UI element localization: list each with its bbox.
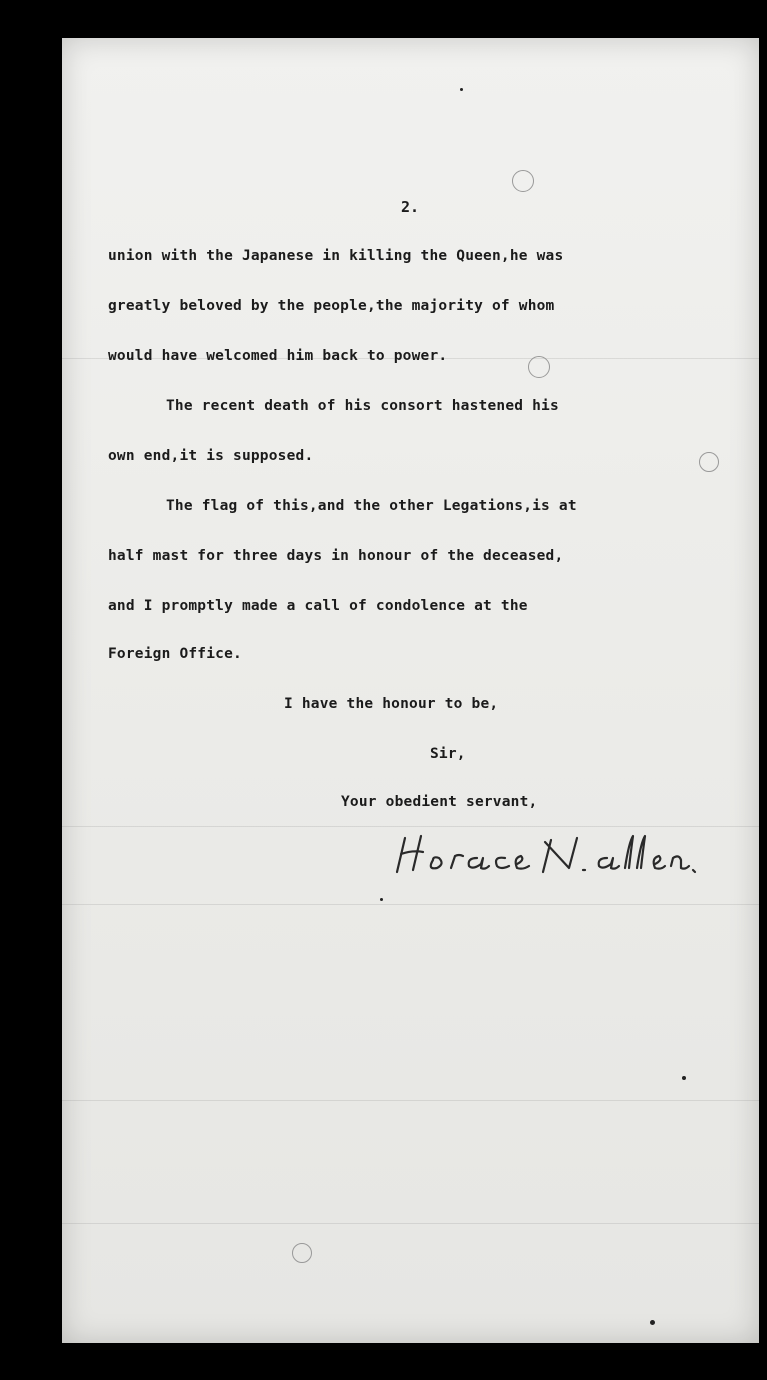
paper-rule (62, 826, 759, 827)
paper-speck (380, 898, 383, 901)
closing-line: Your obedient servant, (341, 794, 538, 810)
paper-rule (62, 1223, 759, 1224)
body-line: half mast for three days in honour of the deceased, (108, 548, 564, 564)
paper-rule (62, 904, 759, 905)
body-line: greatly beloved by the people,the majority of whom (108, 298, 555, 314)
body-line: Foreign Office. (108, 646, 242, 662)
paper-blemish (292, 1243, 312, 1263)
closing-line: I have the honour to be, (284, 696, 499, 712)
paper-speck (682, 1076, 686, 1080)
paper-rule (62, 1100, 759, 1101)
body-line: would have welcomed him back to power. (108, 348, 448, 364)
body-line: union with the Japanese in killing the Queen,he was (108, 248, 564, 264)
paper-blemish (699, 452, 719, 472)
body-line: The recent death of his consort hastened his (166, 398, 559, 414)
document-page (62, 38, 759, 1343)
body-line: and I promptly made a call of condolence at the (108, 598, 528, 614)
paper-blemish (512, 170, 534, 192)
paper-speck (460, 88, 463, 91)
body-line: own end,it is supposed. (108, 448, 314, 464)
paper-speck (650, 1320, 655, 1325)
handwritten-signature (393, 830, 703, 880)
body-line: The flag of this,and the other Legations,is at (166, 498, 577, 514)
closing-salutation: Sir, (430, 746, 466, 762)
paper-blemish (528, 356, 550, 378)
page-number: 2. (401, 198, 420, 216)
